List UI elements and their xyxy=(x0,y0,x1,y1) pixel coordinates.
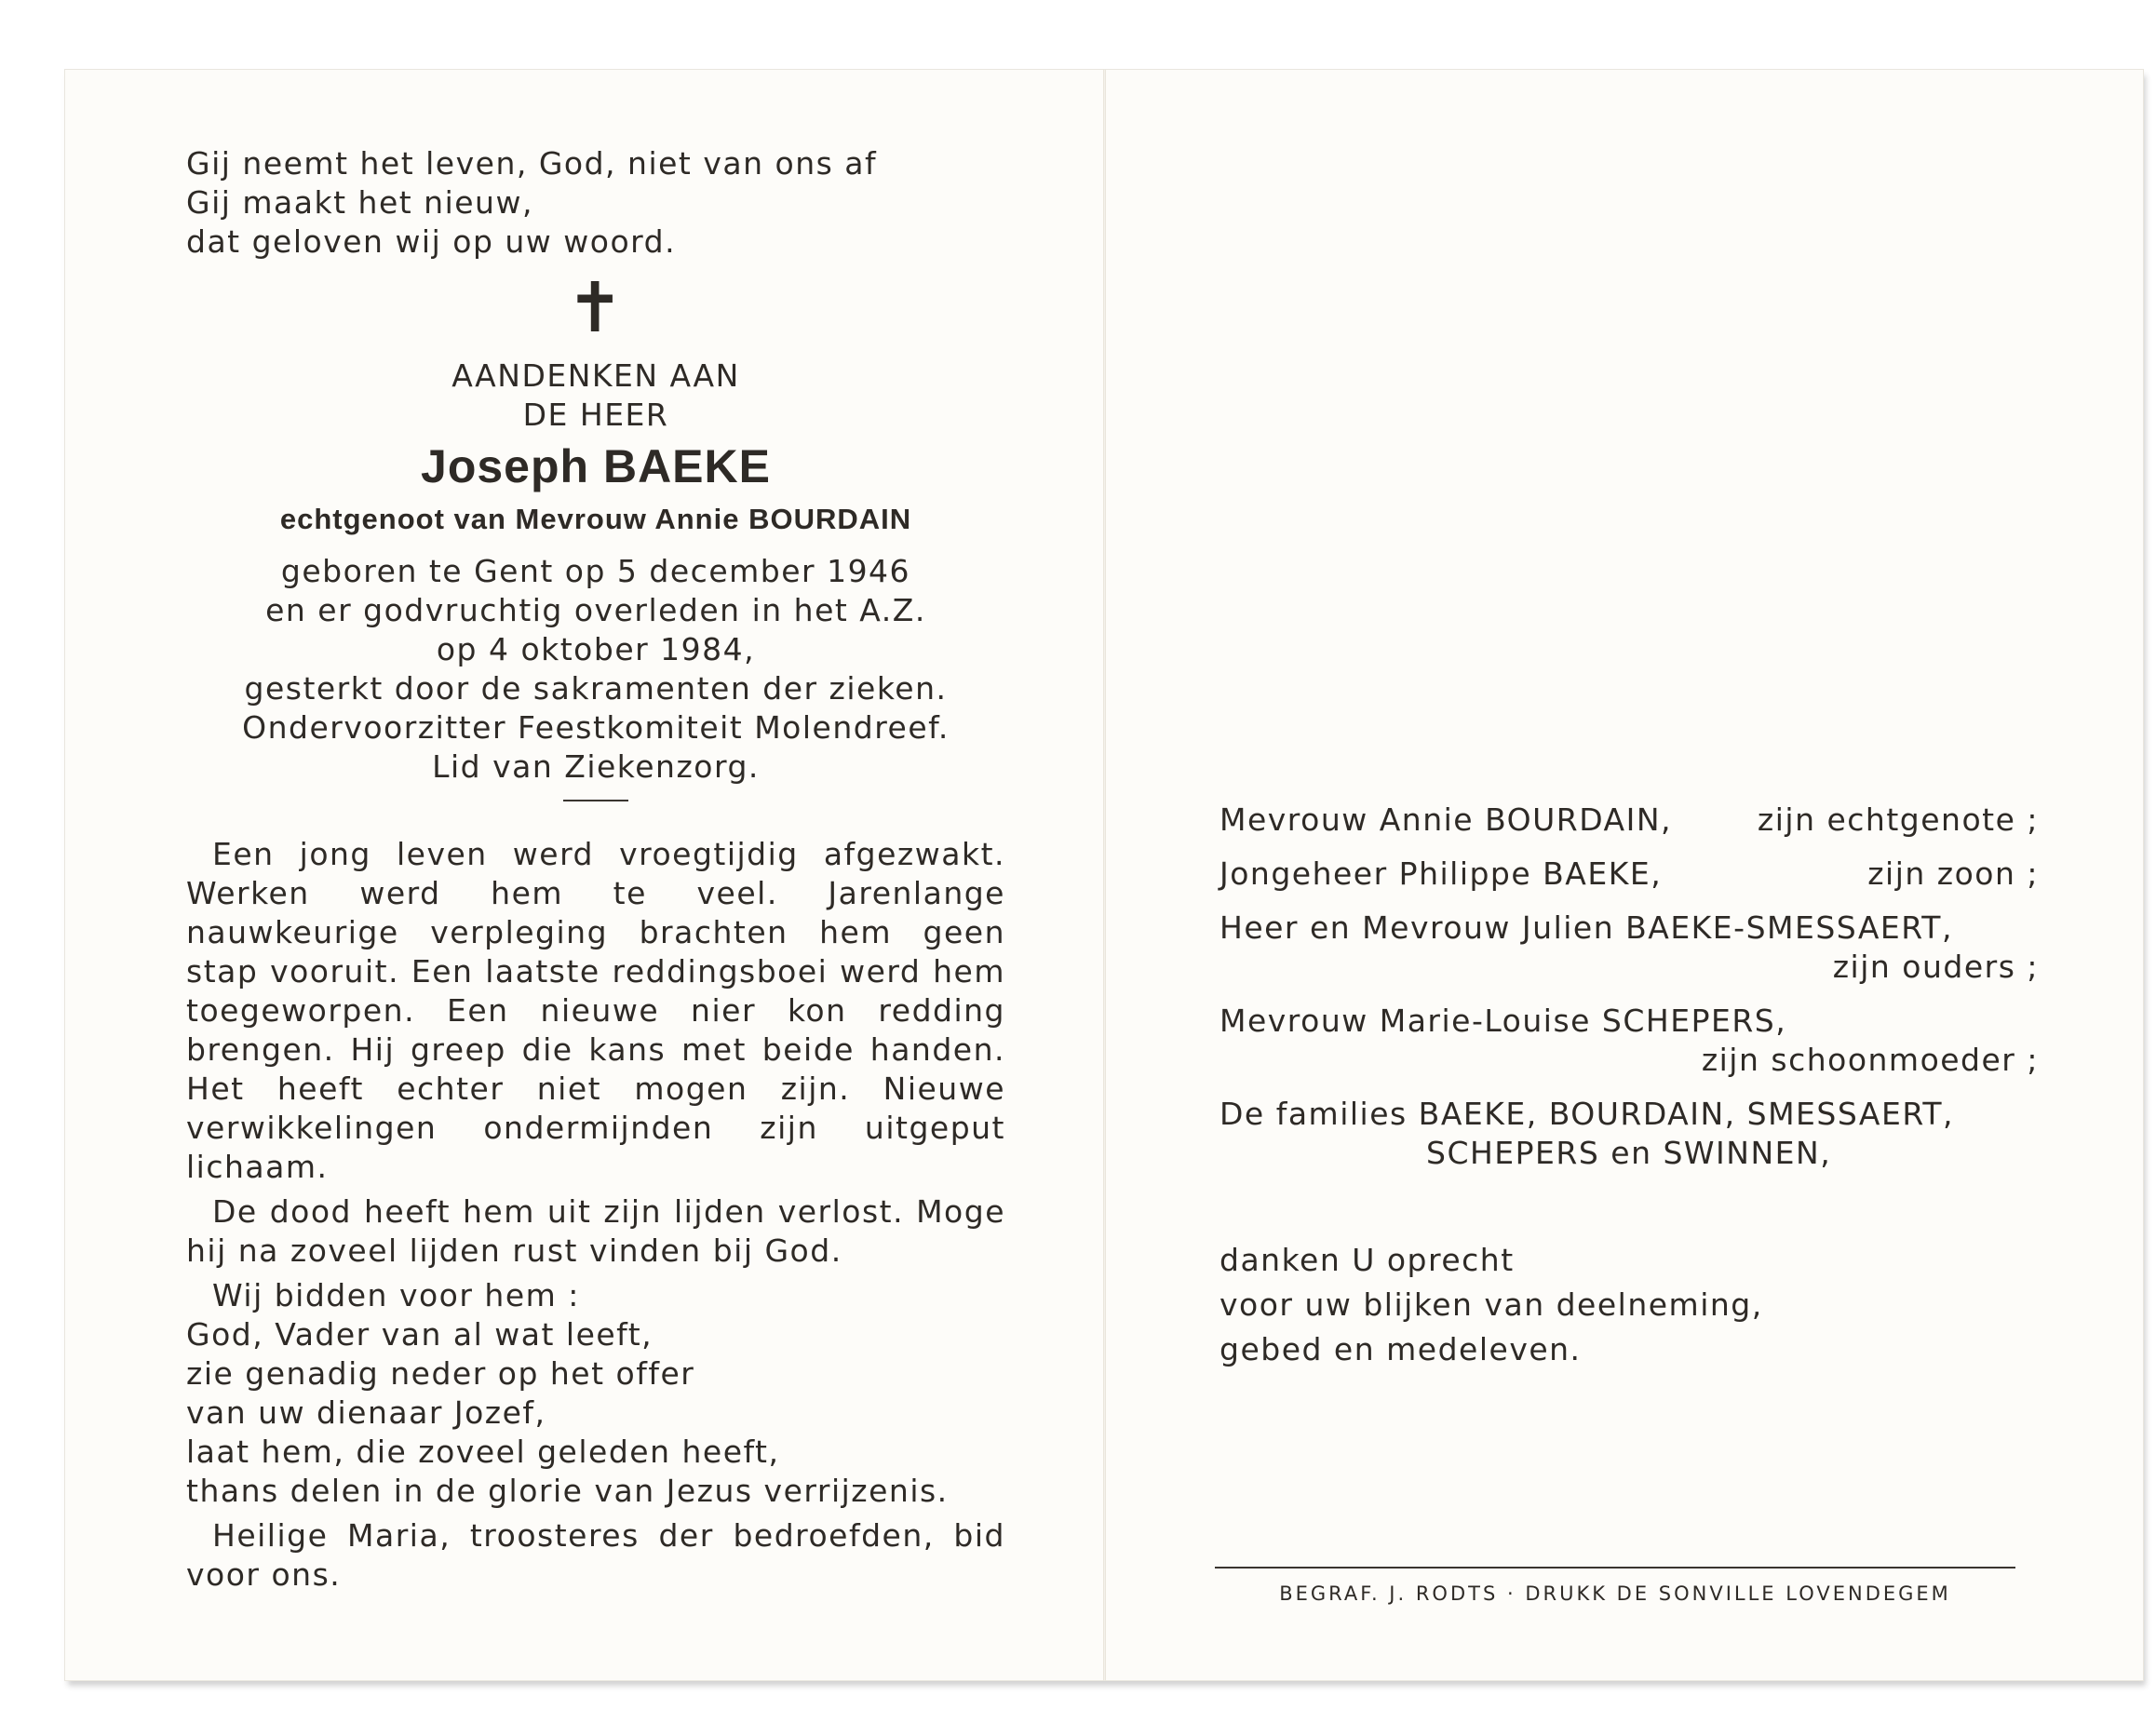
prayer-line: thans delen in de glorie van Jezus verrijzenis. xyxy=(186,1473,949,1509)
detail-line: geboren te Gent op 5 december 1946 xyxy=(280,553,911,589)
poem-line: dat geloven wij op uw woord. xyxy=(186,223,677,260)
opening-poem xyxy=(186,144,1005,262)
family-name: Heer en Mevrouw Julien BAEKE-SMESSAERT, xyxy=(1219,909,1953,946)
closing-prayer: Heilige Maria, troosteres der bedroefden, bid voor ons. xyxy=(186,1517,1005,1593)
family-relation: zijn zoon ; xyxy=(1867,855,2039,892)
prayer-line: laat hem, die zoveel geleden heeft, xyxy=(186,1434,780,1470)
prayer-intro: Wij bidden voor hem : xyxy=(212,1277,580,1313)
prayer xyxy=(186,1276,1005,1511)
thanks xyxy=(1219,1238,2039,1372)
families-line: De families BAEKE, BOURDAIN, SMESSAERT, xyxy=(1219,1096,1955,1132)
thanks-line: voor uw blijken van deelneming, xyxy=(1219,1286,1763,1323)
paragraph-death: De dood heeft hem uit zijn lijden verlost. Moge hij na zoveel lijden rust vinden bij God. xyxy=(186,1193,1005,1269)
divider xyxy=(563,800,628,801)
poem-line: Gij neemt het leven, God, niet van ons af xyxy=(186,145,878,182)
detail-line: en er godvruchtig overleden in het A.Z. xyxy=(265,592,926,628)
family-entry xyxy=(1219,855,2039,894)
families xyxy=(1219,1095,2039,1173)
printer-credit: BEGRAF. J. RODTS · DRUKK DE SONVILLE LOVENDEGEM xyxy=(1279,1582,1951,1605)
prayer-line: God, Vader van al wat leeft, xyxy=(186,1316,654,1353)
left-panel xyxy=(186,144,1005,1600)
card-fold xyxy=(1103,70,1106,1680)
spouse-line: echtgenoot van Mevrouw Annie BOURDAIN xyxy=(279,503,912,535)
thanks-line: danken U oprecht xyxy=(1219,1242,1515,1278)
family-name: Jongeheer Philippe BAEKE, xyxy=(1219,855,1663,892)
family-entry xyxy=(1219,801,2039,840)
heading-line: DE HEER xyxy=(522,397,669,433)
prayer-line: van uw dienaar Jozef, xyxy=(186,1394,546,1431)
heading-line: AANDENKEN AAN xyxy=(451,357,740,394)
family-relation: zijn ouders ; xyxy=(1832,949,2039,985)
family-relation: zijn schoonmoeder ; xyxy=(1701,1042,2039,1078)
poem-line: Gij maakt het nieuw, xyxy=(186,184,533,221)
detail-line: Ondervoorzitter Feestkomiteit Molendreef. xyxy=(242,709,950,746)
right-panel xyxy=(1219,801,2039,1372)
prayer-line: zie genadig neder op het offer xyxy=(186,1355,695,1392)
thanks-line: gebed en medeleven. xyxy=(1219,1331,1582,1367)
detail-line: op 4 oktober 1984, xyxy=(436,631,756,667)
detail-line: gesterkt door de sakramenten der zieken. xyxy=(244,670,948,707)
footer-rule xyxy=(1215,1567,2015,1569)
deceased-name: Joseph BAEKE xyxy=(421,440,771,492)
family-entry xyxy=(1219,909,2039,987)
detail-line: Lid van Ziekenzorg. xyxy=(432,748,760,785)
families-line: SCHEPERS en SWINNEN, xyxy=(1426,1135,1832,1171)
family-name: Mevrouw Marie-Louise SCHEPERS, xyxy=(1219,1003,1787,1039)
family-entry xyxy=(1219,1002,2039,1080)
family-relation: zijn echtgenote ; xyxy=(1757,801,2039,838)
family-name: Mevrouw Annie BOURDAIN, xyxy=(1219,801,1673,838)
paragraph-life: Een jong leven werd vroegtijdig afgezwakt. Werken werd hem te veel. Jarenlange nauwkeurige verpleging brachten hem geen stap vooruit. Een laatste reddingsboei werd hem toegeworpen. Een nieuwe nier kon redding brengen. Hij greep die kans met beide handen. Het heeft echter niet mogen zijn. Nieuwe verwikkelingen ondermijnden zijn uitgeput lichaam. xyxy=(186,836,1005,1185)
cross-icon: ✝ xyxy=(566,268,626,348)
